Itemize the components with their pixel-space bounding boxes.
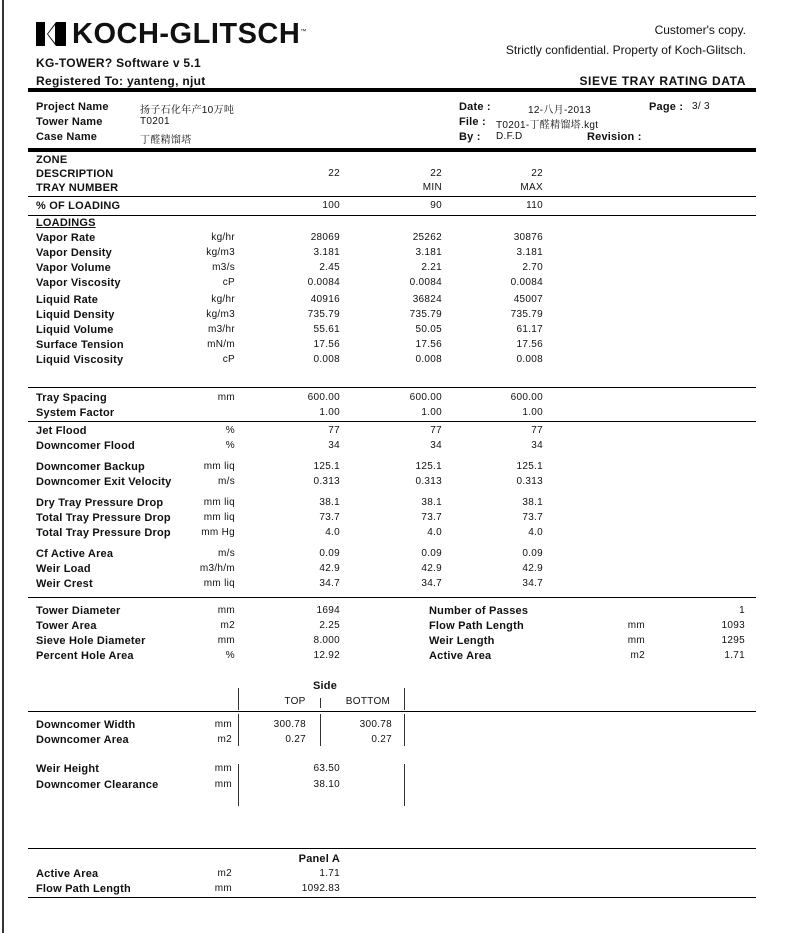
side-merged-value: 38.10 [313,779,340,790]
row-value: 0.09 [421,548,442,559]
row-value: 34 [531,440,543,451]
side-divider-right-head [404,688,405,710]
row-value: 34 [328,440,340,451]
row-value: 735.79 [510,309,543,320]
geometry-unit: % [225,650,235,661]
row-unit: mm liq [203,461,235,472]
row-value: 1.00 [421,407,442,418]
loading-col3: 110 [526,200,543,211]
row-value: 0.008 [313,354,340,365]
loading-divider [28,215,756,216]
project-label: Project Name [36,101,109,113]
side-divider-left [238,714,239,746]
zone-divider [28,196,756,197]
row-value: 73.7 [421,512,442,523]
row-label: Dry Tray Pressure Drop [36,497,164,509]
geometry-label: Percent Hole Area [36,650,134,662]
row-value: 42.9 [522,563,543,574]
registered-to: Registered To: yanteng, njut [36,74,206,88]
row-unit: kg/m3 [206,247,235,258]
side-top-label: TOP [284,696,306,707]
panel-row-unit: m2 [217,868,232,879]
project-value: 扬子石化年产10万吨 [140,105,235,116]
row-value: 0.313 [516,476,543,487]
row-label: Vapor Density [36,247,112,259]
file-value: T0201-丁醛精馏塔.kgt [496,120,599,131]
side-bottom-value: 300.78 [359,719,392,730]
row-unit: mm [217,392,235,403]
row-label: Downcomer Backup [36,461,145,473]
trademark-symbol: ™ [300,29,307,35]
side-bottom-value: 0.27 [371,734,392,745]
geometry-value: 1.71 [724,650,745,661]
page-left-border [2,0,4,933]
description-col3: 22 [531,168,543,179]
side-divider-left-lower [238,764,239,806]
side-merged-label: Weir Height [36,763,100,775]
row-value: 4.0 [528,527,543,538]
row-unit: kg/m3 [206,309,235,320]
row-value: 34 [430,440,442,451]
panel-top-divider [28,848,756,849]
loadings-divider [28,387,756,388]
brand-name: KOCH-GLITSCH [72,18,301,50]
side-divider-right-lower [404,764,405,806]
panel-row-value: 1.71 [319,868,340,879]
geometry-label: Tower Diameter [36,605,121,617]
row-label: Liquid Viscosity [36,354,124,366]
row-value: 55.61 [313,324,340,335]
row-value: 0.313 [415,476,442,487]
panel-row-label: Active Area [36,868,99,880]
row-unit: mm Hg [201,527,235,538]
geometry-unit: mm [217,605,235,616]
case-label: Case Name [36,131,98,143]
row-value: 42.9 [319,563,340,574]
zone-label: ZONE [36,154,68,166]
side-row-label: Downcomer Width [36,719,136,731]
geometry-label: Weir Length [429,635,495,647]
hydraulics-divider [28,597,756,598]
tower-label: Tower Name [36,116,103,128]
row-unit: m3/hr [207,324,235,335]
geometry-label: Number of Passes [429,605,529,617]
side-divider-mid-head [320,698,321,708]
loading-col1: 100 [322,200,340,211]
row-value: 0.09 [522,548,543,559]
revision-label: Revision : [587,131,642,143]
row-value: 125.1 [313,461,340,472]
row-value: 600.00 [307,392,340,403]
row-value: 600.00 [409,392,442,403]
row-value: 17.56 [415,339,442,350]
row-value: 77 [531,425,543,436]
row-value: 0.0084 [307,277,340,288]
row-value: 45007 [513,294,543,305]
row-label: Surface Tension [36,339,124,351]
row-value: 38.1 [319,497,340,508]
row-label: Vapor Volume [36,262,111,274]
row-label: Liquid Density [36,309,115,321]
side-top-value: 0.27 [285,734,306,745]
row-unit: cP [222,277,235,288]
row-unit: mm liq [203,497,235,508]
row-value: 25262 [412,232,442,243]
by-value: D.F.D [496,131,523,142]
description-col2: 22 [430,168,442,179]
row-label: Total Tray Pressure Drop [36,527,171,539]
row-value: 735.79 [307,309,340,320]
row-unit: kg/hr [211,294,235,305]
side-title: Side [312,680,338,692]
row-unit: mm liq [203,578,235,589]
row-value: 73.7 [319,512,340,523]
row-value: 735.79 [409,309,442,320]
side-row-label: Downcomer Area [36,734,129,746]
row-value: 17.56 [516,339,543,350]
geometry-label: Tower Area [36,620,97,632]
row-value: 77 [328,425,340,436]
row-label: Tray Spacing [36,392,107,404]
geometry-unit: mm [627,635,645,646]
row-label: Downcomer Exit Velocity [36,476,172,488]
date-label: Date : [459,101,491,113]
row-value: 3.181 [516,247,543,258]
row-value: 40916 [310,294,340,305]
side-merged-label: Downcomer Clearance [36,779,159,791]
geometry-value: 2.25 [319,620,340,631]
side-row-unit: mm [214,719,232,730]
geometry-label: Active Area [429,650,492,662]
row-value: 34.7 [319,578,340,589]
row-unit: % [225,425,235,436]
row-label: Liquid Volume [36,324,114,336]
row-label: Vapor Viscosity [36,277,121,289]
description-col1: 22 [328,168,340,179]
row-unit: cP [222,354,235,365]
row-value: 0.09 [319,548,340,559]
row-value: 0.0084 [510,277,543,288]
row-value: 2.70 [522,262,543,273]
geometry-value: 12.92 [313,650,340,661]
row-value: 125.1 [415,461,442,472]
row-value: 28069 [310,232,340,243]
panel-row-value: 1092.83 [301,883,340,894]
row-value: 600.00 [510,392,543,403]
loading-label: % OF LOADING [36,200,121,212]
kg-logo-icon [36,22,66,46]
row-unit: m/s [217,476,235,487]
tray-number-col2: MIN [422,182,442,193]
side-merged-unit: mm [214,763,232,774]
row-value: 38.1 [522,497,543,508]
koch-glitsch-logo [36,20,306,48]
row-value: 1.00 [522,407,543,418]
confidential-note: Strictly confidential. Property of Koch-Glitsch. [505,43,746,57]
tray-number-col3: MAX [520,182,543,193]
row-value: 38.1 [421,497,442,508]
row-value: 125.1 [516,461,543,472]
row-value: 34.7 [522,578,543,589]
geometry-label: Flow Path Length [429,620,524,632]
side-bottom-label: BOTTOM [345,696,391,707]
tray-number-label: TRAY NUMBER [36,182,119,194]
geometry-value: 8.000 [313,635,340,646]
row-label: Jet Flood [36,425,87,437]
row-unit: kg/hr [211,232,235,243]
side-header-divider [28,711,756,712]
row-value: 77 [430,425,442,436]
panel-row-label: Flow Path Length [36,883,131,895]
row-value: 4.0 [325,527,340,538]
info-divider [28,148,756,152]
row-label: Weir Crest [36,578,93,590]
panel-row-unit: mm [214,883,232,894]
row-unit: m3/h/m [199,563,235,574]
case-value: 丁醛精馏塔 [140,135,192,146]
side-merged-unit: mm [214,779,232,790]
row-value: 73.7 [522,512,543,523]
geometry-label: Sieve Hole Diameter [36,635,146,647]
row-value: 4.0 [427,527,442,538]
row-label: Vapor Rate [36,232,96,244]
panel-bottom-divider [28,897,756,898]
geometry-value: 1 [739,605,745,616]
row-label: Downcomer Flood [36,440,135,452]
row-value: 50.05 [415,324,442,335]
row-value: 0.008 [415,354,442,365]
side-divider-mid [320,714,321,746]
tower-value: T0201 [140,116,170,127]
row-value: 30876 [513,232,543,243]
row-value: 3.181 [415,247,442,258]
row-unit: mm liq [203,512,235,523]
loading-col2: 90 [430,200,442,211]
row-label: Liquid Rate [36,294,99,306]
row-label: Total Tray Pressure Drop [36,512,171,524]
page-value: 3/ 3 [692,101,710,112]
side-divider-right [404,714,405,746]
loadings-title: LOADINGS [36,217,96,229]
software-version: KG-TOWER? Software v 5.1 [36,56,202,70]
row-unit: m/s [217,548,235,559]
geometry-unit: mm [217,635,235,646]
row-value: 2.45 [319,262,340,273]
row-value: 1.00 [319,407,340,418]
row-label: Cf Active Area [36,548,114,560]
report-title: SIEVE TRAY RATING DATA [579,74,746,88]
geometry-value: 1694 [316,605,340,616]
row-unit: m3/s [212,262,235,273]
header-divider [28,88,756,92]
row-value: 36824 [412,294,442,305]
file-label: File : [459,116,486,128]
row-unit: % [225,440,235,451]
by-label: By : [459,131,481,143]
row-value: 17.56 [313,339,340,350]
side-merged-value: 63.50 [313,763,340,774]
geometry-value: 1093 [721,620,745,631]
row-unit: mN/m [207,339,235,350]
side-divider-left-head [238,688,239,710]
row-value: 0.0084 [409,277,442,288]
page-label: Page : [649,101,684,113]
spacing-divider [28,421,756,422]
side-top-value: 300.78 [273,719,306,730]
row-value: 34.7 [421,578,442,589]
row-value: 61.17 [516,324,543,335]
panel-title: Panel A [298,853,340,865]
row-label: Weir Load [36,563,91,575]
geometry-unit: mm [627,620,645,631]
row-value: 3.181 [313,247,340,258]
description-label: DESCRIPTION [36,168,114,180]
row-value: 0.008 [516,354,543,365]
geometry-unit: m2 [220,620,235,631]
date-value: 12-八月-2013 [528,105,592,116]
row-label: System Factor [36,407,115,419]
side-row-unit: m2 [217,734,232,745]
row-value: 42.9 [421,563,442,574]
customer-copy: Customer's copy. [654,23,746,37]
geometry-value: 1295 [721,635,745,646]
geometry-unit: m2 [630,650,645,661]
row-value: 2.21 [421,262,442,273]
row-value: 0.313 [313,476,340,487]
